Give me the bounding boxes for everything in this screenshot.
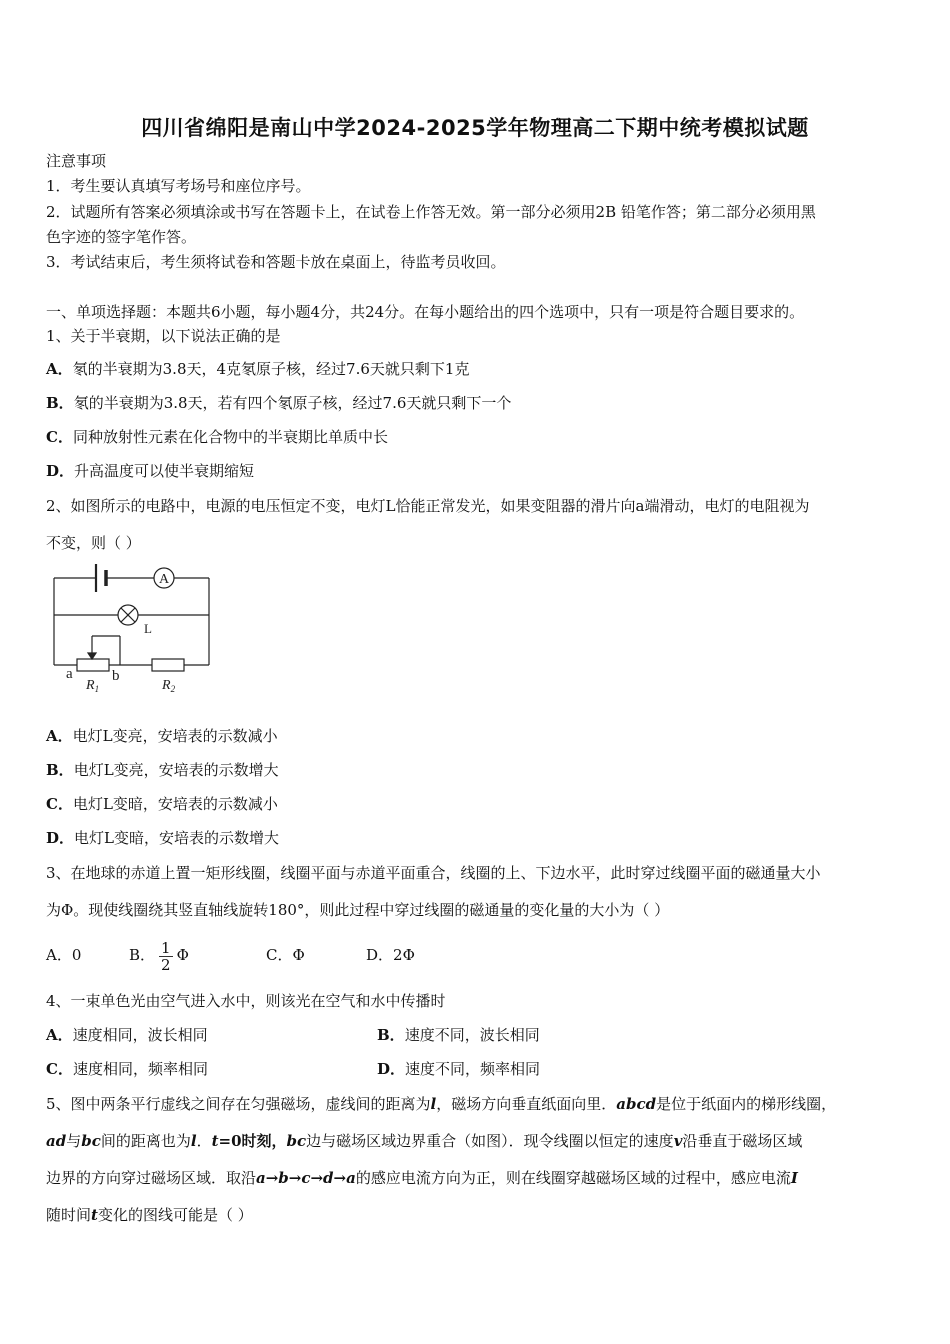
math-var: bc (81, 1132, 101, 1150)
option-label: A． (46, 727, 73, 745)
option-label: D． (46, 829, 75, 847)
q4-option-c (46, 1059, 208, 1079)
q2-stem-line1: 2、如图所示的电路中，电源的电压恒定不变，电灯L恰能正常发光，如果变阻器的滑片向a端滑动，电灯的电阻视为 (46, 497, 810, 515)
option-text: 速度不同，波长相同 (404, 1026, 540, 1044)
resistor-r2 (152, 659, 184, 671)
text-run: 边界的方向穿过磁场区域．取沿 (46, 1169, 257, 1187)
r2-label: $R_2$ (162, 678, 176, 694)
q2-option-b (46, 760, 279, 780)
option-label: C． (46, 428, 73, 446)
rheostat-r1 (77, 659, 109, 671)
option-text: 电灯L变暗，安培表的示数增大 (74, 829, 279, 847)
q1-option-d (46, 461, 254, 481)
option-label: B． (46, 761, 74, 779)
q3-stem-line2: 为Φ。现使线圈绕其竖直轴线旋转180°，则此过程中穿过线圈的磁通量的变化量的大小为（ ） (46, 901, 670, 919)
text-run: 边与磁场区域边界重合（如图）．现令线圈以恒定的速度 (306, 1132, 674, 1150)
notice-item-1: 1．考生要认真填写考场号和座位序号。 (46, 177, 311, 195)
option-text: 氡的半衰期为3.8天，若有四个氡原子核，经过7.6天就只剩下一个 (73, 394, 512, 412)
end-b-label: b (112, 668, 120, 684)
text-run: =0时刻， (218, 1132, 287, 1150)
math-var: t (211, 1132, 219, 1150)
option-text: 氡的半衰期为3.8天，4克氡原子核，经过7.6天就只剩下1克 (72, 360, 470, 378)
math-var: v (673, 1132, 683, 1150)
q2-option-a (46, 726, 278, 746)
math-var: a→b→c→d→a (256, 1169, 356, 1187)
notice-item-2-cont: 色字迹的签字笔作答。 (46, 228, 197, 246)
option-text: 同种放射性元素在化合物中的半衰期比单质中长 (72, 428, 388, 446)
notice-heading: 注意事项 (46, 152, 107, 170)
math-var: l (190, 1132, 197, 1150)
q1-option-a (46, 359, 469, 379)
option-text: 电灯L变暗，安培表的示数减小 (72, 795, 278, 813)
text-run: 随时间 (46, 1206, 92, 1224)
fraction-denominator: 2 (161, 955, 171, 974)
option-text: 升高温度可以使半衰期缩短 (74, 462, 255, 480)
q4-stem: 4、一束单色光由空气进入水中，则该光在空气和水中传播时 (46, 992, 446, 1010)
option-label: C． (46, 1060, 73, 1078)
notice-item-2: 2．试题所有答案必须填涂或书写在答题卡上，在试卷上作答无效。第一部分必须用2B 铅笔作答；第二部分必须用黑 (46, 203, 816, 221)
slider-arrow (88, 653, 96, 659)
text-run: 是位于纸面内的梯形线圈， (656, 1095, 837, 1113)
section-heading: 一、单项选择题：本题共6小题，每小题4分，共24分。在每小题给出的四个选项中，只有一项是符合题目要求的。 (46, 303, 805, 321)
r1-label: $R_1$ (86, 678, 100, 694)
text-run: 沿垂直于磁场区域 (682, 1132, 803, 1150)
page-title: 四川省绵阳是南山中学2024-2025学年物理高二下期中统考模拟试题 (141, 116, 809, 140)
q2-option-d (46, 828, 279, 848)
q5-stem-line3 (46, 1168, 798, 1188)
q2-option-c (46, 794, 278, 814)
text-run: ． (196, 1132, 212, 1150)
option-label: D． (46, 462, 75, 480)
text-run: 的感应电流方向为正，则在线圈穿越磁场区域的过程中，感应电流 (355, 1169, 791, 1187)
option-label: B． (129, 946, 156, 964)
option-text: 电灯L变亮，安培表的示数增大 (73, 761, 279, 779)
option-text: 电灯L变亮，安培表的示数减小 (72, 727, 278, 745)
q4-option-a (46, 1025, 208, 1045)
q3-option-b (129, 933, 189, 977)
q4-option-d (377, 1059, 540, 1079)
text-run: 5、图中两条平行虚线之间存在匀强磁场，虚线间的距离为 (46, 1095, 431, 1113)
option-label: D． (377, 1060, 406, 1078)
math-var: I (790, 1169, 798, 1187)
text-run: 变化的图线可能是（ ） (97, 1206, 253, 1224)
q5-stem-line1 (46, 1094, 836, 1114)
q4-option-b (377, 1025, 540, 1045)
option-text: 速度相同，频率相同 (72, 1060, 208, 1078)
q5-stem-line2 (46, 1131, 802, 1151)
option-text: 速度不同，频率相同 (405, 1060, 541, 1078)
circuit-diagram (46, 558, 221, 700)
math-var: bc (286, 1132, 307, 1150)
q1-option-c (46, 427, 388, 447)
text-run: 间的距离也为 (100, 1132, 191, 1150)
notice-item-3: 3．考试结束后，考生须将试卷和答题卡放在桌面上，待监考员收回。 (46, 253, 506, 271)
fraction-numerator: 1 (161, 938, 171, 957)
q3-option-d: D．2Φ (366, 946, 415, 964)
text-run: ，磁场方向垂直纸面向里． (436, 1095, 617, 1113)
math-var: t (91, 1206, 98, 1224)
option-label: A． (46, 1026, 73, 1044)
text-run: 与 (66, 1132, 82, 1150)
q1-stem: 1、关于半衰期，以下说法正确的是 (46, 327, 281, 345)
option-label: B． (46, 394, 74, 412)
option-unit: Φ (176, 946, 189, 964)
option-label: B． (377, 1026, 405, 1044)
math-var: ad (46, 1132, 67, 1150)
math-var: l (430, 1095, 437, 1113)
end-a-label: a (66, 666, 73, 682)
q3-option-a: A．0 (46, 946, 82, 964)
option-label: A． (46, 360, 73, 378)
option-text: 速度相同，波长相同 (72, 1026, 208, 1044)
q2-stem-line2: 不变，则（ ） (46, 534, 141, 552)
q1-option-b (46, 393, 511, 413)
lamp-label: L (144, 621, 152, 636)
ammeter-label: A (158, 572, 170, 587)
q5-stem-line4 (46, 1205, 253, 1225)
q3-option-c: C．Φ (266, 946, 305, 964)
fraction (159, 940, 173, 973)
math-var: abcd (616, 1095, 657, 1113)
option-label: C． (46, 795, 73, 813)
q3-stem-line1: 3、在地球的赤道上置一矩形线圈，线圈平面与赤道平面重合，线圈的上、下边水平，此时穿过线圈平面的磁通量大小 (46, 864, 821, 882)
